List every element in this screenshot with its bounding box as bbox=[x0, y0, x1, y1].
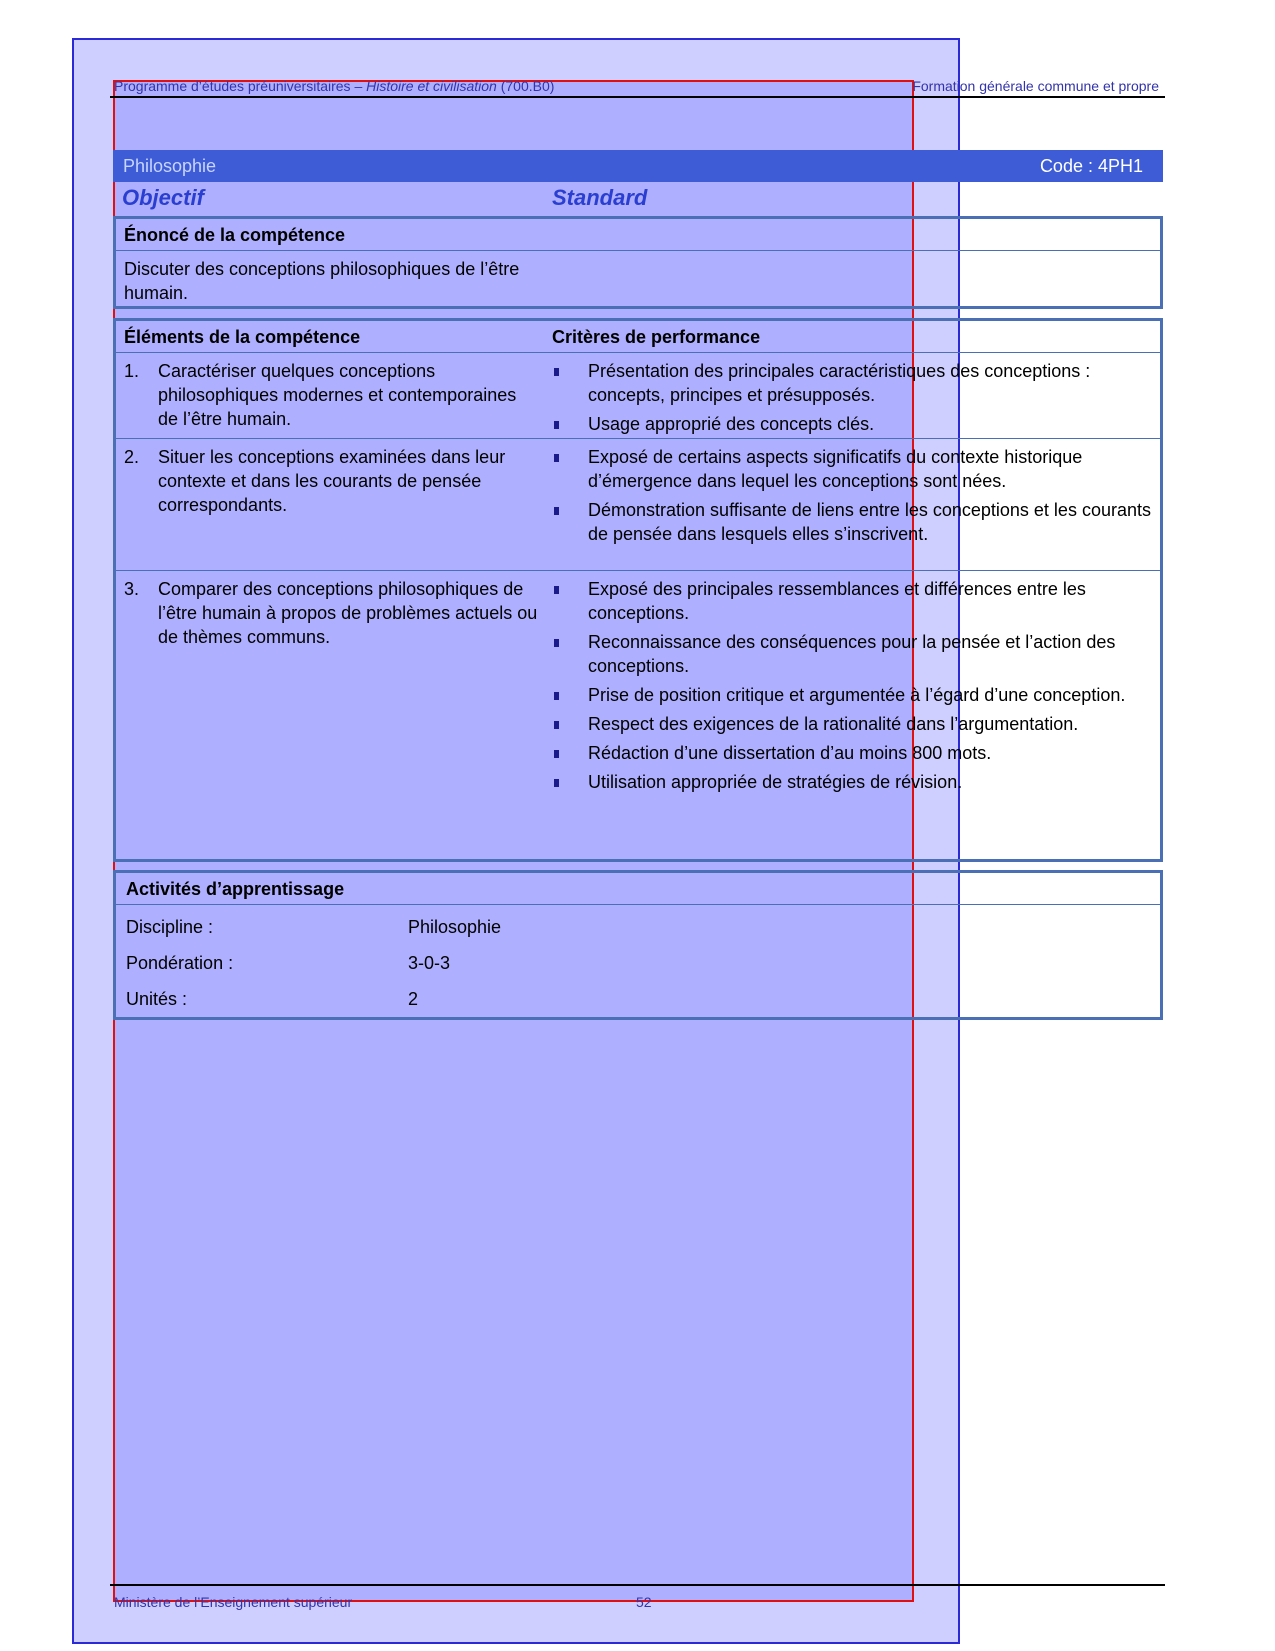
criteria-list bbox=[552, 359, 1152, 441]
criterion-item: Rédaction d’une dissertation d’au moins 800 mots. bbox=[552, 741, 1152, 765]
element-row-3 bbox=[116, 571, 1160, 861]
elements-heading: Éléments de la compétence bbox=[124, 327, 361, 347]
criteria-list bbox=[552, 577, 1152, 799]
standard-label: Standard bbox=[552, 185, 648, 210]
element-number: 1. bbox=[124, 361, 140, 381]
activity-value: 2 bbox=[408, 989, 419, 1009]
element-number: 2. bbox=[124, 447, 140, 467]
page-footer bbox=[114, 1594, 674, 1610]
activity-value: Philosophie bbox=[408, 917, 502, 937]
element-row-2 bbox=[116, 439, 1160, 571]
running-header-left bbox=[114, 78, 554, 94]
course-code: Code : 4PH1 bbox=[1039, 155, 1143, 176]
element-text: Situer les conceptions examinées dans leur contexte et dans les courants de pensée correspondants. bbox=[158, 447, 506, 515]
footer-ministry: Ministère de l’Enseignement supérieur bbox=[114, 1594, 353, 1610]
element-number: 3. bbox=[124, 579, 140, 599]
header-program-title: Histoire et civilisation bbox=[366, 78, 497, 94]
elements-heading-row bbox=[116, 321, 1160, 353]
criteres-heading: Critères de performance bbox=[552, 327, 761, 347]
criterion-item: Reconnaissance des conséquences pour la pensée et l’action des conceptions. bbox=[552, 630, 1152, 678]
footer-rule bbox=[110, 1584, 1165, 1586]
criteria-list bbox=[552, 445, 1152, 551]
enonce-text: Discuter des conceptions philosophiques de l’être humain. bbox=[124, 259, 520, 303]
criterion-item: Présentation des principales caractéristiques des conceptions : concepts, principes et présupposés. bbox=[552, 359, 1152, 407]
activites-heading: Activités d’apprentissage bbox=[116, 873, 1160, 905]
element-text: Caractériser quelques conceptions philosophiques modernes et contemporaines de l’être humain. bbox=[158, 361, 517, 429]
activites-box bbox=[113, 870, 1163, 1020]
enonce-box bbox=[113, 216, 1163, 309]
element-text: Comparer des conceptions philosophiques de l’être humain à propos de problèmes actuels ou de thèmes communs. bbox=[158, 579, 538, 647]
criterion-item: Respect des exigences de la rationalité dans l’argumentation. bbox=[552, 712, 1152, 736]
header-rule bbox=[110, 96, 1165, 98]
objectif-label: Objectif bbox=[122, 185, 204, 210]
criterion-item: Usage approprié des concepts clés. bbox=[552, 412, 1152, 436]
activity-label: Unités : bbox=[126, 989, 188, 1009]
activity-label: Pondération : bbox=[126, 953, 234, 973]
activity-label: Discipline : bbox=[126, 917, 214, 937]
criterion-item: Exposé de certains aspects significatifs du contexte historique d’émergence dans lequel les conceptions sont nées. bbox=[552, 445, 1152, 493]
discipline-title-bar bbox=[113, 150, 1163, 182]
running-header bbox=[114, 78, 1159, 94]
discipline-title: Philosophie bbox=[123, 155, 217, 176]
activity-value: 3-0-3 bbox=[408, 953, 451, 973]
header-prefix: Programme d’études préuniversitaires – bbox=[114, 78, 367, 94]
enonce-heading: Énoncé de la compétence bbox=[116, 219, 1160, 251]
criterion-item: Exposé des principales ressemblances et différences entre les conceptions. bbox=[552, 577, 1152, 625]
element-row-1 bbox=[116, 353, 1160, 439]
running-header-right: Formation générale commune et propre bbox=[912, 78, 1159, 94]
header-program-code: (700.B0) bbox=[496, 78, 555, 94]
criterion-item: Prise de position critique et argumentée à l’égard d’une conception. bbox=[552, 683, 1152, 707]
criterion-item: Utilisation appropriée de stratégies de révision. bbox=[552, 770, 1152, 794]
elements-box bbox=[113, 318, 1163, 862]
criterion-item: Démonstration suffisante de liens entre les conceptions et les courants de pensée dans lesquels elles s’inscrivent. bbox=[552, 498, 1152, 546]
page-number: 52 bbox=[636, 1594, 652, 1610]
